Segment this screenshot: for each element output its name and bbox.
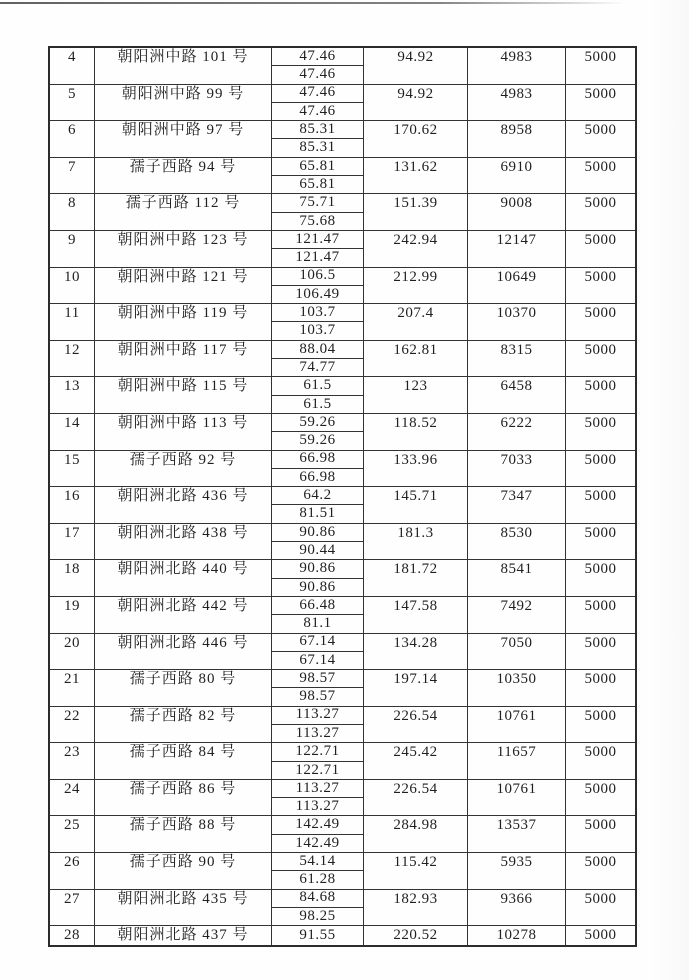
table-row (50, 634, 635, 671)
table-row (50, 560, 635, 597)
total-area-cell: 118.52 (364, 414, 468, 450)
area-split-cell (272, 743, 364, 779)
table-row (50, 377, 635, 414)
table-row (50, 451, 635, 488)
area-split-cell (272, 780, 364, 816)
cap-cell: 5000 (584, 780, 617, 797)
amount-cell: 9366 (468, 890, 566, 926)
total-area-cell: 133.96 (364, 451, 468, 487)
cap-cell: 5000 (584, 341, 617, 358)
row-number-cell: 9 (50, 231, 95, 267)
area-upper-value: 88.04 (272, 341, 363, 359)
area-upper-value: 113.27 (272, 707, 363, 725)
total-area-cell: 94.92 (364, 85, 468, 121)
amount-cell: 10350 (468, 670, 566, 706)
address-cell: 朝阳洲北路 438 号 (95, 524, 272, 560)
row-number-cell: 23 (50, 743, 95, 779)
area-lower-value: 98.25 (299, 907, 336, 924)
amount-cell: 10370 (468, 304, 566, 340)
cap-cell: 5000 (584, 744, 617, 761)
table-row (50, 341, 635, 378)
area-lower-value: 103.7 (299, 322, 336, 339)
table-row (50, 158, 635, 195)
cap-cell: 5000 (584, 414, 617, 431)
amount-cell: 11657 (468, 743, 566, 779)
area-split-cell (272, 560, 364, 596)
area-lower-value: 67.14 (299, 651, 336, 668)
total-area-cell: 181.72 (364, 560, 468, 596)
area-lower-value: 90.86 (299, 578, 336, 595)
total-area-cell: 147.58 (364, 597, 468, 633)
row-number-cell: 21 (50, 670, 95, 706)
address-cell: 朝阳洲北路 437 号 (95, 926, 272, 945)
row-number-cell: 4 (50, 48, 95, 84)
area-lower-value: 81.51 (299, 505, 336, 522)
area-split-cell (272, 890, 364, 926)
cap-cell: 5000 (584, 305, 617, 322)
total-area-cell: 226.54 (364, 707, 468, 743)
total-area-cell: 94.92 (364, 48, 468, 84)
row-number-cell: 7 (50, 158, 95, 194)
area-lower-value: 122.71 (295, 761, 340, 778)
total-area-cell: 123 (364, 377, 468, 413)
row-number-cell: 14 (50, 414, 95, 450)
address-cell: 孺子西路 90 号 (95, 853, 272, 889)
table-row (50, 780, 635, 817)
area-lower-value: 75.68 (299, 212, 336, 229)
area-lower-value: 85.31 (299, 139, 336, 156)
total-area-cell: 197.14 (364, 670, 468, 706)
area-split-cell (272, 707, 364, 743)
address-cell: 朝阳洲中路 99 号 (95, 85, 272, 121)
cap-cell: 5000 (584, 195, 617, 212)
table-row (50, 524, 635, 561)
paper-edge-shade (649, 0, 689, 980)
area-split-cell (272, 341, 364, 377)
amount-cell: 8541 (468, 560, 566, 596)
amount-cell: 10278 (468, 926, 566, 945)
table-row (50, 85, 635, 122)
table-row (50, 194, 635, 231)
area-split-cell (272, 487, 364, 523)
area-split-cell (272, 377, 364, 413)
row-number-cell: 17 (50, 524, 95, 560)
row-number-cell: 19 (50, 597, 95, 633)
area-upper-value: 66.98 (272, 451, 363, 469)
amount-cell: 13537 (468, 816, 566, 852)
address-cell: 朝阳洲中路 117 号 (95, 341, 272, 377)
area-lower-value: 81.1 (303, 615, 332, 632)
total-area-cell: 220.52 (364, 926, 468, 945)
amount-cell: 10649 (468, 268, 566, 304)
cap-cell: 5000 (584, 561, 617, 578)
area-upper-value: 90.86 (272, 524, 363, 542)
cap-cell: 5000 (584, 634, 617, 651)
row-number-cell: 16 (50, 487, 95, 523)
amount-cell: 6458 (468, 377, 566, 413)
total-area-cell: 245.42 (364, 743, 468, 779)
area-upper-value: 66.48 (272, 597, 363, 615)
total-area-cell: 162.81 (364, 341, 468, 377)
cap-cell: 5000 (584, 927, 617, 943)
total-area-cell: 226.54 (364, 780, 468, 816)
address-cell: 孺子西路 86 号 (95, 780, 272, 816)
address-cell: 孺子西路 88 号 (95, 816, 272, 852)
cap-cell: 5000 (584, 158, 617, 175)
area-upper-value: 64.2 (272, 487, 363, 505)
area-upper-value: 54.14 (272, 853, 363, 871)
area-upper-value: 122.71 (272, 743, 363, 761)
area-upper-value: 47.46 (272, 48, 363, 66)
row-number-cell: 27 (50, 890, 95, 926)
row-number-cell: 11 (50, 304, 95, 340)
area-lower-value: 47.46 (299, 102, 336, 119)
address-cell: 孺子西路 82 号 (95, 707, 272, 743)
area-upper-value: 85.31 (272, 121, 363, 139)
scanner-edge-artifact (0, 2, 625, 4)
table-row (50, 890, 635, 927)
cap-cell: 5000 (584, 707, 617, 724)
total-area-cell: 284.98 (364, 816, 468, 852)
row-number-cell: 20 (50, 634, 95, 670)
row-number-cell: 6 (50, 121, 95, 157)
area-upper-value: 67.14 (272, 634, 363, 652)
area-split-cell (272, 524, 364, 560)
amount-cell: 6222 (468, 414, 566, 450)
area-upper-value: 90.86 (272, 560, 363, 578)
cap-cell: 5000 (584, 49, 617, 65)
table-row (50, 121, 635, 158)
area-upper-value: 121.47 (272, 231, 363, 249)
amount-cell: 8530 (468, 524, 566, 560)
area-split-cell (272, 231, 364, 267)
amount-cell: 12147 (468, 231, 566, 267)
area-upper-value: 142.49 (272, 816, 363, 834)
total-area-cell: 207.4 (364, 304, 468, 340)
address-cell: 孺子西路 80 号 (95, 670, 272, 706)
row-number-cell: 15 (50, 451, 95, 487)
address-cell: 朝阳洲中路 113 号 (95, 414, 272, 450)
cap-cell: 5000 (584, 231, 617, 248)
amount-cell: 7050 (468, 634, 566, 670)
cap-cell: 5000 (584, 451, 617, 468)
cap-cell: 5000 (584, 488, 617, 505)
address-cell: 朝阳洲中路 119 号 (95, 304, 272, 340)
area-split-cell (272, 158, 364, 194)
cap-cell: 5000 (584, 122, 617, 139)
amount-cell: 5935 (468, 853, 566, 889)
amount-cell: 6910 (468, 158, 566, 194)
address-cell: 朝阳洲北路 440 号 (95, 560, 272, 596)
area-split-cell (272, 670, 364, 706)
area-lower-value: 90.44 (299, 542, 336, 559)
total-area-cell: 181.3 (364, 524, 468, 560)
area-upper-value: 98.57 (272, 670, 363, 688)
address-cell: 朝阳洲北路 446 号 (95, 634, 272, 670)
area-split-cell (272, 414, 364, 450)
row-number-cell: 8 (50, 194, 95, 230)
area-upper-value: 106.5 (272, 268, 363, 286)
table-row (50, 670, 635, 707)
address-cell: 朝阳洲北路 442 号 (95, 597, 272, 633)
address-cell: 朝阳洲中路 97 号 (95, 121, 272, 157)
area-split-cell (272, 268, 364, 304)
row-number-cell: 13 (50, 377, 95, 413)
amount-cell: 7347 (468, 487, 566, 523)
area-upper-value: 75.71 (272, 194, 363, 212)
area-upper-value: 113.27 (272, 780, 363, 798)
total-area-cell: 151.39 (364, 194, 468, 230)
amount-cell: 9008 (468, 194, 566, 230)
amount-cell: 10761 (468, 780, 566, 816)
area-split-cell (272, 926, 364, 945)
row-number-cell: 5 (50, 85, 95, 121)
area-split-cell (272, 853, 364, 889)
row-number-cell: 12 (50, 341, 95, 377)
area-upper-value: 47.46 (272, 85, 363, 103)
total-area-cell: 145.71 (364, 487, 468, 523)
address-cell: 朝阳洲中路 115 号 (95, 377, 272, 413)
area-lower-value: 113.27 (295, 798, 340, 815)
area-upper-value: 103.7 (272, 304, 363, 322)
area-upper-value: 61.5 (272, 377, 363, 395)
cap-cell: 5000 (584, 671, 617, 688)
cap-cell: 5000 (584, 854, 617, 871)
row-number-cell: 24 (50, 780, 95, 816)
row-number-cell: 28 (50, 926, 95, 945)
address-cell: 孺子西路 94 号 (95, 158, 272, 194)
area-lower-value: 142.49 (295, 834, 340, 851)
amount-cell: 8315 (468, 341, 566, 377)
table-row (50, 304, 635, 341)
area-split-cell (272, 194, 364, 230)
table-row (50, 597, 635, 634)
row-number-cell: 18 (50, 560, 95, 596)
row-number-cell: 22 (50, 707, 95, 743)
area-lower-value: 121.47 (295, 249, 340, 266)
area-upper-value: 84.68 (272, 890, 363, 908)
cap-cell: 5000 (584, 890, 617, 907)
table-row (50, 231, 635, 268)
cap-cell: 5000 (584, 378, 617, 395)
area-lower-value: 47.46 (299, 66, 336, 83)
table-row (50, 926, 635, 945)
area-lower-value: 61.28 (299, 871, 336, 888)
area-lower-value: 65.81 (299, 176, 336, 193)
area-split-cell (272, 121, 364, 157)
table-row (50, 268, 635, 305)
row-number-cell: 26 (50, 853, 95, 889)
area-split-cell (272, 48, 364, 84)
area-split-cell (272, 304, 364, 340)
cap-cell: 5000 (584, 268, 617, 285)
area-lower-value: 74.77 (299, 359, 336, 376)
table-row (50, 816, 635, 853)
table-row (50, 743, 635, 780)
amount-cell: 8958 (468, 121, 566, 157)
address-cell: 朝阳洲北路 436 号 (95, 487, 272, 523)
table-row (50, 414, 635, 451)
area-split-cell (272, 634, 364, 670)
amount-cell: 7033 (468, 451, 566, 487)
cap-cell: 5000 (584, 817, 617, 834)
area-upper-value: 59.26 (272, 414, 363, 432)
area-lower-value: 113.27 (295, 724, 340, 741)
address-cell: 朝阳洲北路 435 号 (95, 890, 272, 926)
total-area-cell: 115.42 (364, 853, 468, 889)
table-row (50, 707, 635, 744)
area-upper-value: 65.81 (272, 158, 363, 176)
total-area-cell: 170.62 (364, 121, 468, 157)
area-split-cell (272, 451, 364, 487)
area-upper-value: 91.55 (299, 927, 336, 943)
amount-cell: 7492 (468, 597, 566, 633)
area-lower-value: 98.57 (299, 688, 336, 705)
row-number-cell: 10 (50, 268, 95, 304)
total-area-cell: 212.99 (364, 268, 468, 304)
amount-cell: 4983 (468, 48, 566, 84)
total-area-cell: 134.28 (364, 634, 468, 670)
address-cell: 孺子西路 92 号 (95, 451, 272, 487)
area-split-cell (272, 816, 364, 852)
total-area-cell: 182.93 (364, 890, 468, 926)
address-cell: 朝阳洲中路 121 号 (95, 268, 272, 304)
table-row (50, 487, 635, 524)
area-split-cell (272, 597, 364, 633)
area-split-cell (272, 85, 364, 121)
address-cell: 朝阳洲中路 101 号 (95, 48, 272, 84)
area-lower-value: 59.26 (299, 432, 336, 449)
total-area-cell: 242.94 (364, 231, 468, 267)
address-cell: 朝阳洲中路 123 号 (95, 231, 272, 267)
cap-cell: 5000 (584, 85, 617, 102)
address-cell: 孺子西路 84 号 (95, 743, 272, 779)
address-cell: 孺子西路 112 号 (95, 194, 272, 230)
cap-cell: 5000 (584, 524, 617, 541)
area-lower-value: 66.98 (299, 468, 336, 485)
amount-cell: 10761 (468, 707, 566, 743)
table-row (50, 853, 635, 890)
table-row (50, 48, 635, 85)
ledger-table (48, 46, 637, 947)
area-lower-value: 106.49 (295, 285, 340, 302)
total-area-cell: 131.62 (364, 158, 468, 194)
cap-cell: 5000 (584, 597, 617, 614)
area-lower-value: 61.5 (303, 395, 332, 412)
row-number-cell: 25 (50, 816, 95, 852)
amount-cell: 4983 (468, 85, 566, 121)
